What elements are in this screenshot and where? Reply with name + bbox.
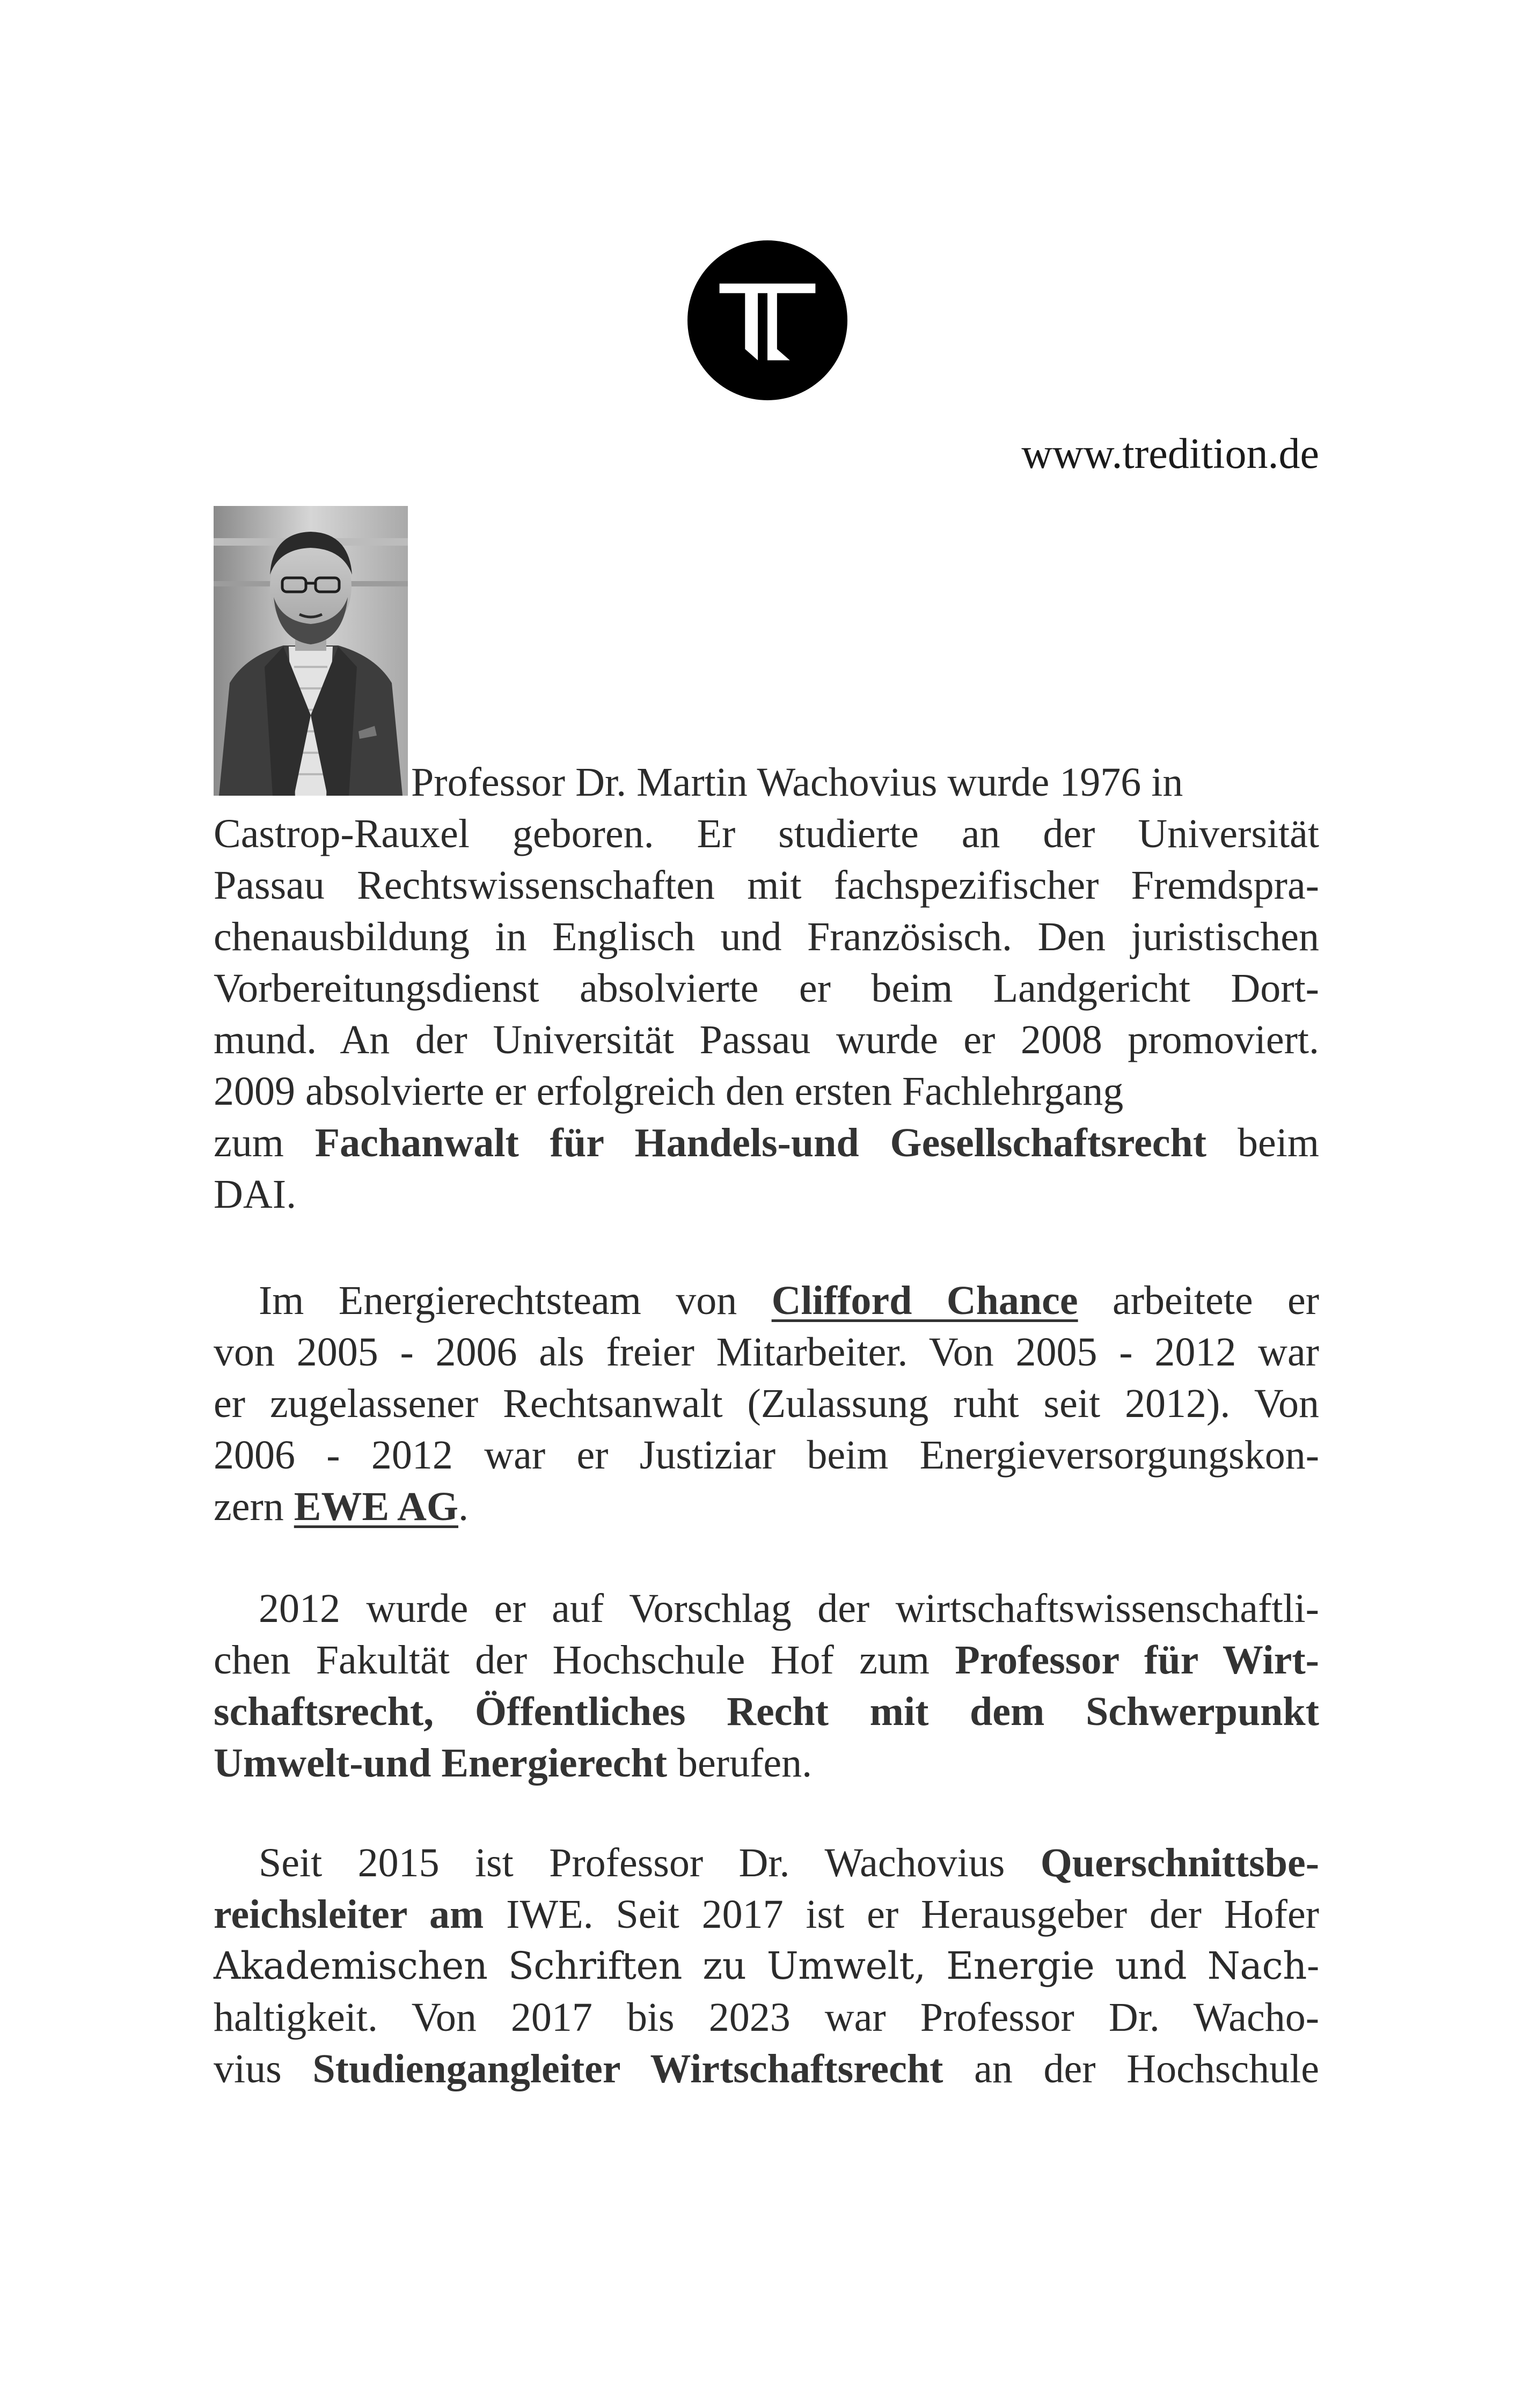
professorship-highlight: Umwelt-und Energierecht — [214, 1741, 668, 1786]
text-run: IWE. Seit 2017 ist er Herausgeber der Hofer — [484, 1892, 1319, 1937]
bio-line — [214, 1634, 1319, 1686]
bio-line — [214, 1275, 1319, 1326]
website-url[interactable]: www.tredition.de — [1021, 430, 1319, 478]
bio-p1-first-line: Professor Dr. Martin Wachovius wurde 1976 in — [411, 760, 1183, 805]
bio-line: mund. An der Universität Passau wurde er 2008 promoviert. — [214, 1017, 1319, 1062]
text-run: . — [458, 1484, 469, 1529]
bio-line — [214, 1737, 1319, 1789]
bio-line: Vorbereitungsdienst absolvierte er beim Landgericht Dort- — [214, 966, 1319, 1011]
author-photo — [214, 506, 408, 796]
role-highlight: Querschnittsbe- — [1040, 1840, 1319, 1885]
text-run: chen Fakultät der Hochschule Hof zum — [214, 1638, 955, 1683]
text-run: arbeitete er — [1078, 1278, 1320, 1323]
text-run: Im Energierechtsteam von — [259, 1278, 772, 1323]
bio-paragraph-3 — [214, 1583, 1319, 1789]
bio-line: Castrop-Rauxel geboren. Er studierte an der Universität — [214, 811, 1319, 856]
bio-line: 2009 absolvierte er erfolgreich den ersten Fachlehrgang — [214, 1069, 1124, 1114]
text-run: berufen. — [667, 1741, 813, 1786]
bio-line — [214, 1889, 1319, 1940]
bio-paragraph-1 — [214, 808, 1319, 1220]
tredition-logo — [687, 240, 847, 400]
bio-line: 2012 wurde er auf Vorschlag der wirtschaftswissenschaftli- — [259, 1586, 1319, 1631]
professorship-highlight: Professor für Wirt- — [955, 1638, 1319, 1683]
text-run: vius — [214, 2046, 313, 2091]
qualification-highlight: Fachanwalt für Handels-und Gesellschaftsrecht — [314, 1120, 1207, 1165]
bio-line: DAI. — [214, 1172, 297, 1217]
clifford-chance-link[interactable]: Clifford Chance — [771, 1278, 1078, 1323]
bio-line: er zugelassener Rechtsanwalt (Zulassung ruht seit 2012). Von — [214, 1381, 1319, 1426]
role-highlight: Studiengangleiter Wirtschaftsrecht — [312, 2046, 943, 2091]
bio-line — [214, 1686, 1319, 1737]
professorship-highlight: schaftsrecht, Öffentliches Recht mit dem Schwerpunkt — [214, 1689, 1319, 1734]
bio-line — [214, 2043, 1319, 2095]
bio-paragraph-4 — [214, 1837, 1319, 2095]
text-run: an der Hochschule — [943, 2046, 1320, 2091]
bio-line — [214, 1837, 1319, 1889]
bio-line: Passau Rechtswissenschaften mit fachspezifischer Fremdspra- — [214, 863, 1319, 908]
bio-paragraph-2 — [214, 1275, 1319, 1532]
text-run: zum — [214, 1120, 315, 1165]
role-highlight: reichsleiter am — [214, 1892, 484, 1937]
bio-line: von 2005 - 2006 als freier Mitarbeiter. Von 2005 - 2012 war — [214, 1330, 1319, 1375]
text-run: beim — [1206, 1120, 1319, 1165]
bio-line — [214, 1481, 1319, 1532]
bio-line: chenausbildung in Englisch und Französisch. Den juristischen — [214, 914, 1319, 959]
text-run: zern — [214, 1484, 294, 1529]
bio-line: haltigkeit. Von 2017 bis 2023 war Professor Dr. Wacho- — [214, 1995, 1319, 2040]
bio-line: Akademischen Schriften zu Umwelt, Energie und Nach- — [214, 1944, 1319, 1988]
bio-line: 2006 - 2012 war er Justiziar beim Energieversorgungskon- — [214, 1433, 1319, 1478]
text-run: Seit 2015 ist Professor Dr. Wachovius — [259, 1840, 1041, 1885]
ewe-ag-link[interactable]: EWE AG — [294, 1484, 458, 1529]
bio-line — [214, 1117, 1319, 1169]
